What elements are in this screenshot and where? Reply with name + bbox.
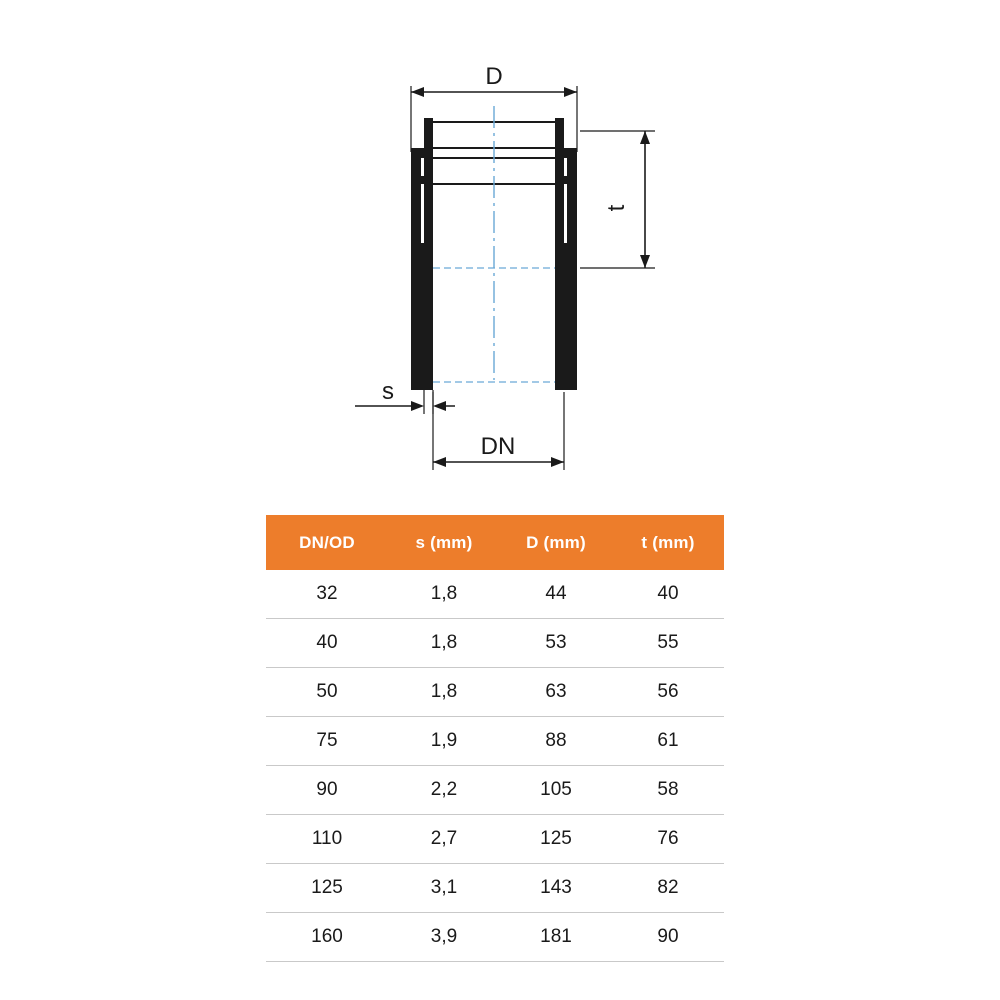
cell-dn-od: 32 (266, 570, 388, 619)
cell-t: 58 (612, 766, 724, 815)
table-row (266, 913, 724, 962)
table-row (266, 864, 724, 913)
label-D: D (485, 63, 503, 90)
cell-s: 2,7 (388, 815, 500, 864)
spec-table-body (266, 570, 724, 962)
column-header-s: s (mm) (388, 515, 500, 570)
label-DN: DN (480, 433, 516, 460)
cell-dn-od: 40 (266, 619, 388, 668)
cell-s: 2,2 (388, 766, 500, 815)
cell-d: 143 (500, 864, 612, 913)
cell-t: 82 (612, 864, 724, 913)
cell-dn-od: 50 (266, 668, 388, 717)
cell-s: 3,1 (388, 864, 500, 913)
cell-s: 3,9 (388, 913, 500, 962)
cell-dn-od: 110 (266, 815, 388, 864)
cell-s: 1,9 (388, 717, 500, 766)
table-row (266, 766, 724, 815)
spec-table-container (266, 515, 724, 962)
table-row (266, 717, 724, 766)
cell-d: 63 (500, 668, 612, 717)
dimension-t (580, 131, 655, 268)
cell-d: 105 (500, 766, 612, 815)
cell-t: 90 (612, 913, 724, 962)
cell-d: 53 (500, 619, 612, 668)
cell-s: 1,8 (388, 619, 500, 668)
cell-d: 88 (500, 717, 612, 766)
table-row (266, 570, 724, 619)
dimension-s (355, 390, 455, 414)
cell-s: 1,8 (388, 668, 500, 717)
column-header-t: t (mm) (612, 515, 724, 570)
cell-dn-od: 160 (266, 913, 388, 962)
label-s: s (382, 378, 394, 405)
cell-d: 125 (500, 815, 612, 864)
cell-d: 44 (500, 570, 612, 619)
cell-t: 40 (612, 570, 724, 619)
table-row (266, 815, 724, 864)
cell-t: 55 (612, 619, 724, 668)
table-row (266, 668, 724, 717)
cell-dn-od: 90 (266, 766, 388, 815)
cell-t: 56 (612, 668, 724, 717)
cell-s: 1,8 (388, 570, 500, 619)
column-header-d: D (mm) (500, 515, 612, 570)
table-header-row (266, 515, 724, 570)
cell-dn-od: 125 (266, 864, 388, 913)
cell-t: 61 (612, 717, 724, 766)
cell-d: 181 (500, 913, 612, 962)
column-header-dn-od: DN/OD (266, 515, 388, 570)
label-t: t (603, 204, 630, 212)
table-row (266, 619, 724, 668)
spec-table (266, 515, 724, 962)
cell-t: 76 (612, 815, 724, 864)
cell-dn-od: 75 (266, 717, 388, 766)
spec-table-head (266, 515, 724, 570)
